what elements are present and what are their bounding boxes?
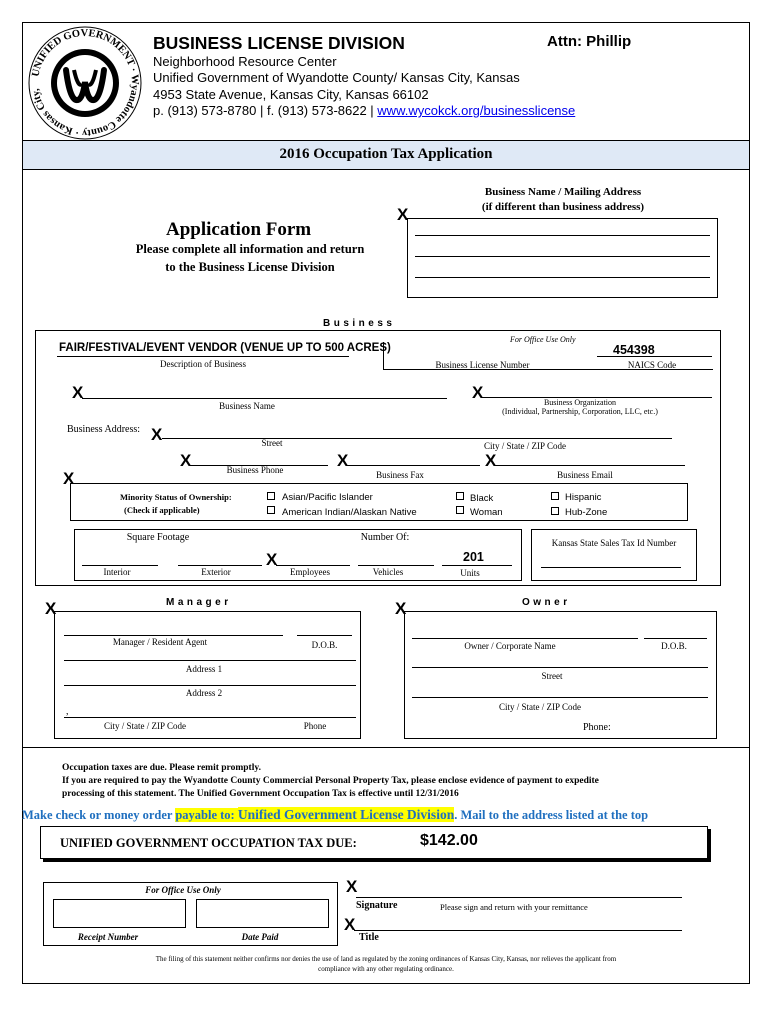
email-line[interactable] <box>495 465 685 466</box>
signature-line[interactable] <box>356 897 682 898</box>
receipt-number-box[interactable] <box>53 899 186 928</box>
square-footage-label: Square Footage <box>126 532 190 543</box>
business-email-label: Business Email <box>557 470 613 480</box>
owner-title: Owner <box>522 597 571 608</box>
x-mark-phone: X <box>180 451 192 470</box>
manager-title: Manager <box>166 597 232 608</box>
manager-city-line[interactable] <box>64 717 356 718</box>
owner-phone-label: Phone: <box>583 722 611 733</box>
attn-label: Attn: Phillip <box>547 33 632 50</box>
x-mark-organization: X <box>472 383 484 402</box>
street-label: Street <box>261 438 283 448</box>
checkbox-hub-zone[interactable] <box>551 507 559 515</box>
owner-city-label: City / State / ZIP Code <box>499 702 581 712</box>
mailing-address-box[interactable] <box>407 218 718 298</box>
label-hispanic: Hispanic <box>565 492 602 503</box>
business-fax-label: Business Fax <box>376 470 424 480</box>
website-link[interactable]: www.wycokck.org/businesslicense <box>377 103 576 118</box>
manager-dob-line[interactable] <box>297 635 352 636</box>
banner-title: 2016 Occupation Tax Application <box>279 146 493 162</box>
signature-label: Signature <box>356 900 398 911</box>
units-line[interactable] <box>442 565 512 566</box>
signature-note: Please sign and return with your remittance <box>440 902 588 912</box>
note-line-1: Occupation taxes are due. Please remit promptly. <box>62 763 261 773</box>
x-mark-signature: X <box>346 877 358 896</box>
mailing-line-1 <box>415 235 710 236</box>
manager-box <box>54 611 361 739</box>
title-line[interactable] <box>354 930 682 931</box>
units-value[interactable]: 201 <box>463 550 484 564</box>
mailing-title-1: Business Name / Mailing Address <box>484 186 642 198</box>
manager-phone-label: Phone <box>303 721 327 731</box>
owner-street-line[interactable] <box>412 667 708 668</box>
contact-line <box>153 103 575 118</box>
payment-part-1: Make check or money order <box>22 808 176 822</box>
unified-government-seal <box>26 24 144 142</box>
description-line <box>57 356 349 357</box>
instructions-1: Please complete all information and return <box>135 242 365 256</box>
manager-dob-label: D.O.B. <box>311 640 338 650</box>
label-woman: Woman <box>470 507 503 518</box>
owner-name-label: Owner / Corporate Name <box>464 641 556 651</box>
owner-street-label: Street <box>541 671 563 681</box>
date-paid-label: Date Paid <box>241 932 279 942</box>
phone-fax: p. (913) 573-8780 | f. (913) 573-8622 | <box>153 103 378 118</box>
svg-text:UNIFIED GOVERNMENT · Wyandotte: UNIFIED GOVERNMENT · Wyandotte County · Kansas City, <box>30 27 141 139</box>
address-line-3: 4953 State Avenue, Kansas City, Kansas 66102 <box>153 87 429 102</box>
tax-due-label: UNIFIED GOVERNMENT OCCUPATION TAX DUE: <box>60 836 357 850</box>
payment-part-2: . Mail to the address listed at the top <box>454 808 649 822</box>
sales-tax-id-label: Kansas State Sales Tax Id Number <box>551 538 677 548</box>
minority-label-1: Minority Status of Ownership: <box>120 492 232 502</box>
x-mark-email: X <box>485 451 497 470</box>
units-label: Units <box>460 568 480 578</box>
naics-line <box>597 356 712 357</box>
interior-label: Interior <box>103 567 131 577</box>
checkbox-hispanic[interactable] <box>551 492 559 500</box>
description-label: Description of Business <box>160 359 246 369</box>
naics-label: NAICS Code <box>627 360 677 370</box>
business-name-label: Business Name <box>219 401 275 411</box>
x-mark-address: X <box>151 425 163 444</box>
manager-city-label: City / State / ZIP Code <box>104 721 186 731</box>
owner-dob-label: D.O.B. <box>661 641 687 651</box>
business-phone-label: Business Phone <box>226 465 284 475</box>
x-mark-title: X <box>344 915 356 934</box>
notes-divider <box>23 747 749 748</box>
owner-city-line[interactable] <box>412 697 708 698</box>
receipt-number-label: Receipt Number <box>77 932 139 942</box>
footer-line-2: compliance with any other regulating ordinance. <box>318 965 454 973</box>
employees-line[interactable] <box>276 565 350 566</box>
x-mark-fax: X <box>337 451 349 470</box>
form-title: Application Form <box>166 219 312 240</box>
manager-name-line[interactable] <box>64 635 283 636</box>
fax-line[interactable] <box>347 465 480 466</box>
address-line-2: Unified Government of Wyandotte County/ Kansas City, Kansas <box>153 70 520 85</box>
note-line-3: processing of this statement. The Unified Government Occupation Tax is effective until 12/31/2016 <box>62 789 459 799</box>
payable-to: payable to: <box>175 808 238 822</box>
division-title: BUSINESS LICENSE DIVISION <box>153 33 405 53</box>
office-use-label-bottom: For Office Use Only <box>145 885 221 895</box>
manager-address1-label: Address 1 <box>185 664 223 674</box>
exterior-line[interactable] <box>178 565 262 566</box>
office-use-label: For Office Use Only <box>510 335 576 344</box>
date-paid-box[interactable] <box>196 899 329 928</box>
checkbox-woman[interactable] <box>456 506 464 514</box>
business-section-title: Business <box>323 318 396 329</box>
interior-line[interactable] <box>82 565 158 566</box>
employees-label: Employees <box>290 567 330 577</box>
mailing-line-2 <box>415 256 710 257</box>
label-black: Black <box>470 493 494 504</box>
checkbox-american-indian[interactable] <box>267 506 275 514</box>
owner-dob-line[interactable] <box>644 638 707 639</box>
number-of-label: Number Of: <box>360 532 410 543</box>
business-name-line[interactable] <box>82 398 447 399</box>
owner-name-line[interactable] <box>412 638 638 639</box>
manager-address1-line[interactable] <box>64 660 356 661</box>
manager-name-label: Manager / Resident Agent <box>112 637 208 647</box>
payee-name: Unified Government License Division <box>237 807 455 822</box>
license-number-label: Business License Number <box>435 360 530 370</box>
x-mark-manager: X <box>45 599 57 618</box>
x-mark-minority: X <box>63 469 75 488</box>
checkbox-asian-pacific[interactable] <box>267 492 275 500</box>
mailing-line-3 <box>415 277 710 278</box>
minority-label-2: (Check if applicable) <box>124 505 200 515</box>
tax-due-amount: $142.00 <box>420 832 478 849</box>
footer-line-1: The filing of this statement neither confirms nor denies the use of land as regulated by the zoning ordinances of Kansas City, Kansas, nor relieves the applicant from <box>155 955 617 963</box>
city-state-zip-label: City / State / ZIP Code <box>484 441 566 451</box>
business-description-value[interactable]: FAIR/FESTIVAL/EVENT VENDOR (VENUE UP TO 500 ACRES) <box>59 342 391 354</box>
label-american-indian: American Indian/Alaskan Native <box>282 507 417 518</box>
organization-label-2: (Individual, Partnership, Corporation, LLC, etc.) <box>502 407 658 416</box>
x-mark-business-name: X <box>72 383 84 402</box>
manager-address2-label: Address 2 <box>185 688 223 698</box>
business-address-label: Business Address: <box>67 424 141 435</box>
payment-instructions <box>22 807 750 823</box>
title-label: Title <box>359 932 379 943</box>
note-line-2: If you are required to pay the Wyandotte County Commercial Personal Property Tax, please enclose evidence of payment to expedite <box>62 776 599 786</box>
organization-label-1: Business Organization <box>543 398 617 407</box>
x-mark-counts: X <box>266 550 278 569</box>
label-hub-zone: Hub-Zone <box>565 507 608 518</box>
sales-tax-id-line[interactable] <box>541 567 681 568</box>
manager-comma: , <box>66 706 69 717</box>
x-mark-mailing: X <box>397 205 409 224</box>
label-asian-pacific: Asian/Pacific Islander <box>282 492 373 503</box>
vehicles-line[interactable] <box>358 565 434 566</box>
sales-tax-id-box <box>531 529 697 581</box>
checkbox-black[interactable] <box>456 492 464 500</box>
exterior-label: Exterior <box>201 567 231 577</box>
naics-code-value[interactable]: 454398 <box>613 343 655 357</box>
vehicles-label: Vehicles <box>372 567 404 577</box>
address-line-1: Neighborhood Resource Center <box>153 54 337 69</box>
mailing-title-2: (if different than business address) <box>481 201 645 213</box>
manager-address2-line[interactable] <box>64 685 356 686</box>
instructions-2: to the Business License Division <box>165 260 335 274</box>
x-mark-owner: X <box>395 599 407 618</box>
